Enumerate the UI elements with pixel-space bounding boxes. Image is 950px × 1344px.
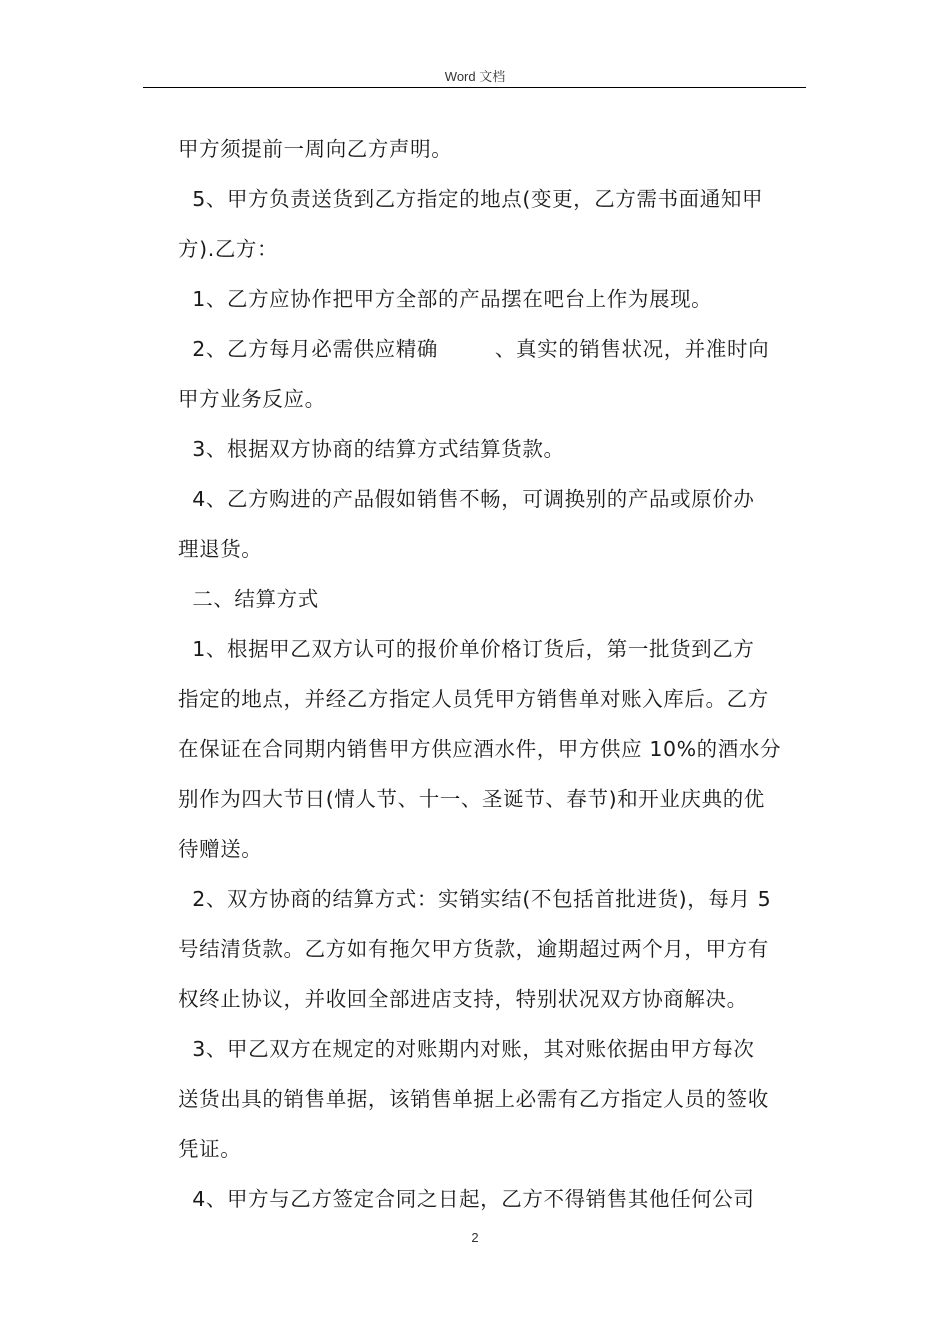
text-line: 3、甲乙双方在规定的对账期内对账，其对账依据由甲方每次 <box>178 1037 755 1061</box>
header-divider <box>143 87 806 88</box>
text-line: 甲方业务反应。 <box>178 387 326 411</box>
text-line: 2、双方协商的结算方式：实销实结(不包括首批进货)，每月 5 <box>178 887 772 911</box>
text-line: 凭证。 <box>178 1137 242 1161</box>
text-line: 4、甲方与乙方签定合同之日起，乙方不得销售其他任何公司 <box>178 1187 755 1211</box>
text-line: 指定的地点，并经乙方指定人员凭甲方销售单对账入库后。乙方 <box>178 687 769 711</box>
text-line: 3、根据双方协商的结算方式结算货款。 <box>178 437 565 461</box>
text-line: 权终止协议，并收回全部进店支持，特别状况双方协商解决。 <box>178 987 748 1011</box>
section-heading: 二、结算方式 <box>178 587 319 611</box>
text-line: 4、乙方购进的产品假如销售不畅，可调换别的产品或原价办 <box>178 487 755 511</box>
text-line: 理退货。 <box>178 537 263 561</box>
text-line: 5、甲方负责送货到乙方指定的地点(变更，乙方需书面通知甲 <box>178 187 764 211</box>
text-line: 2、乙方每月必需供应精确 、真实的销售状况，并准时向 <box>178 337 770 361</box>
text-line: 别作为四大节日(情人节、十一、圣诞节、春节)和开业庆典的优 <box>178 787 765 811</box>
text-line: 送货出具的销售单据，该销售单据上必需有乙方指定人员的签收 <box>178 1087 769 1111</box>
text-line: 在保证在合同期内销售甲方供应酒水件，甲方供应 10%的酒水分 <box>178 737 782 761</box>
document-body <box>178 124 808 1224</box>
header-title: Word 文档 <box>444 69 506 84</box>
text-line: 1、乙方应协作把甲方全部的产品摆在吧台上作为展现。 <box>178 287 713 311</box>
text-line: 号结清货款。乙方如有拖欠甲方货款，逾期超过两个月，甲方有 <box>178 937 769 961</box>
text-line: 方).乙方： <box>178 237 279 261</box>
text-line: 待赠送。 <box>178 837 263 861</box>
text-line: 甲方须提前一周向乙方声明。 <box>178 137 453 161</box>
text-line: 1、根据甲乙双方认可的报价单价格订货后，第一批货到乙方 <box>178 637 755 661</box>
page-number: 2 <box>471 1230 479 1245</box>
